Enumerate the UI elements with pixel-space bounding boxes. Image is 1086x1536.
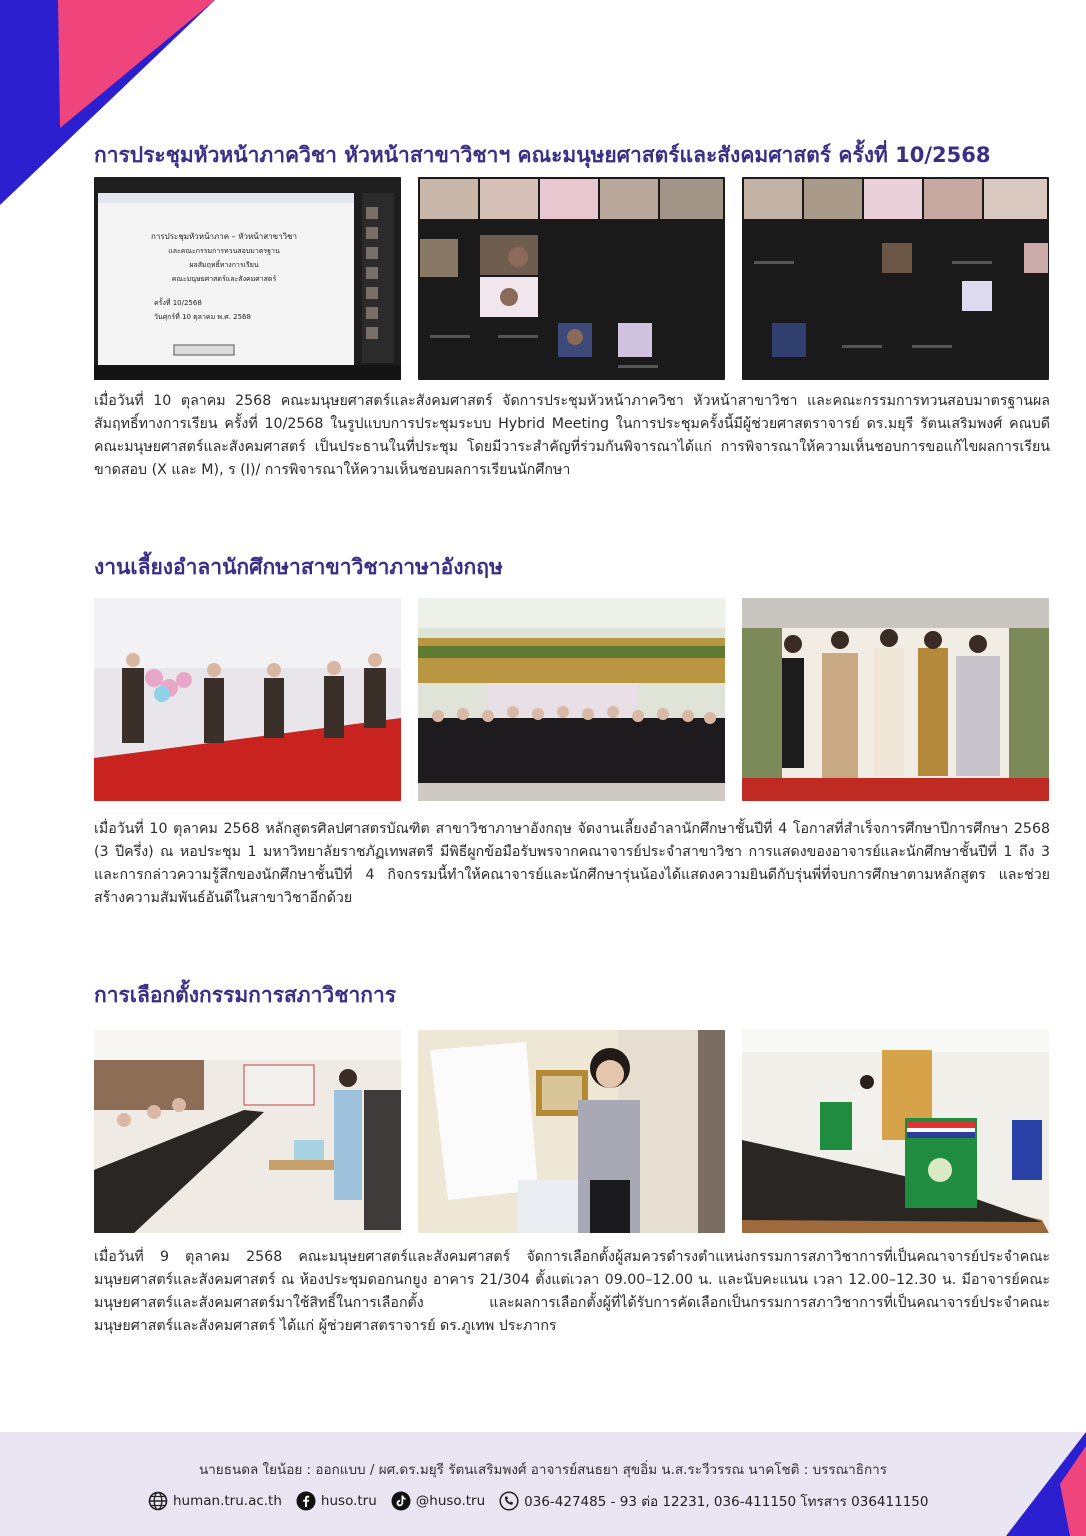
facebook-icon [296, 1491, 316, 1511]
footer [0, 1432, 1086, 1536]
corner-decoration-bottom-right [966, 1426, 1086, 1536]
zoom-gallery-photo [418, 177, 725, 380]
website-text: human.tru.ac.th [173, 1493, 282, 1509]
facebook-link[interactable] [296, 1491, 377, 1511]
voting-booth-photo [742, 1030, 1049, 1233]
tiktok-icon [391, 1491, 411, 1511]
section-farewell-party [94, 552, 1050, 906]
section-title: การประชุมหัวหน้าภาควิชา หัวหน้าสาขาวิชาฯ คณะมนุษยศาสตร์และสังคมศาสตร์ ครั้งที่ 10/2568 [94, 143, 991, 167]
section-body-text: เมื่อวันที่ 10 ตุลาคม 2568 คณะมนุษยศาสตร์และสังคมศาสตร์ จัดการประชุมหัวหน้าภาควิชา หัวหน้าสาขาวิชา และคณะกรรมการทวนสอบมาตรฐานผลสัมฤทธิ์ทางการเรียน ครั้งที่ 10/2568 ในรูปแบบการประชุมระบบ Hybrid Meeting ในการประชุมครั้งนี้มีผู้ช่วยศาสตราจารย์ ดร.มยุรี รัตนเสริมพงศ์ คณบดีคณะมนุษยศาสตร์และสังคมศาสตร์ เป็นประธานในที่ประชุม โดยมีวาระสำคัญที่ร่วมกันพิจารณาได้แก่ การพิจารณาให้ความเห็นชอบการขอแก้ไขผลการเรียน ขาดสอบ (X และ M), ร (I)/ การพิจารณาให้ความเห็นชอบผลการเรียนนักศึกษา [94, 393, 1050, 478]
slide-line-2: และคณะกรรมการทวนสอบมาตรฐาน [168, 247, 280, 255]
editorial-credit: นายธนดล ใยน้อย : ออกแบบ / ผศ.ดร.มยุรี รัตนเสริมพงศ์ อาจารย์สนธยา สุขอิ่ม น.ส.ระวีวรรณ นาคโชติ : บรรณาธิการ [199, 1462, 887, 1478]
contact-bar [148, 1490, 942, 1512]
globe-icon [148, 1491, 168, 1511]
photo-row [94, 598, 1049, 801]
ballot-casting-photo [418, 1030, 725, 1233]
photo-row [94, 1030, 1049, 1233]
website-link[interactable] [148, 1491, 282, 1511]
section-body-text: เมื่อวันที่ 9 ตุลาคม 2568 คณะมนุษยศาสตร์และสังคมศาสตร์ จัดการเลือกตั้งผู้สมควรดำรงตำแหน่งกรรมการสภาวิชาการที่เป็นคณาจารย์ประจำคณะมนุษยศาสตร์และสังคมศาสตร์ ณ ห้องประชุมดอกนกยูง อาคาร 21/304 ตั้งแต่เวลา 09.00–12.00 น. และนับคะแนน เวลา 12.00–12.30 น. มีอาจารย์คณะมนุษยศาสตร์และสังคมศาสตร์มาใช้สิทธิ์ในการเลือกตั้ง และผลการเลือกตั้งผู้ที่ได้รับการคัดเลือกเป็นกรรมการสภาวิชาการที่เป็นคณาจารย์ประจำคณะมนุษยศาสตร์และสังคมศาสตร์ ได้แก่ ผู้ช่วยศาสตราจารย์ ดร.ภูเทพ ประภากร [94, 1249, 1050, 1334]
election-room-photo [94, 1030, 401, 1233]
farewell-runway-photo [742, 598, 1049, 801]
farewell-group-photo [418, 598, 725, 801]
zoom-gallery-photo-2 [742, 177, 1049, 380]
slide-line-3: ผลสัมฤทธิ์ทางการเรียน [189, 261, 259, 269]
phone-icon [499, 1491, 519, 1511]
slide-line-5: ครั้งที่ 10/2568 [154, 299, 202, 307]
slide-line-4: คณะมนุษยศาสตร์และสังคมศาสตร์ [171, 275, 277, 283]
facebook-text: huso.tru [320, 1493, 377, 1509]
section-title: การเลือกตั้งกรรมการสภาวิชาการ [94, 983, 397, 1007]
meeting-slide-photo [94, 177, 401, 380]
phone-contact[interactable] [499, 1490, 928, 1512]
section-academic-council-election [94, 980, 1050, 1334]
section-body-text: เมื่อวันที่ 10 ตุลาคม 2568 หลักสูตรศิลปศาสตรบัณฑิต สาขาวิชาภาษาอังกฤษ จัดงานเลี้ยงอำลานักศึกษาชั้นปีที่ 4 โอกาสที่สำเร็จการศึกษาปีการศึกษา 2568 (3 ปีครึ่ง) ณ หอประชุม 1 มหาวิทยาลัยราชภัฏเทพสตรี มีพิธีผูกข้อมือรับพรจากคณาจารย์ประจำสาขาวิชา การแสดงของอาจารย์และนักศึกษาชั้นปีที่ 1 ถึง 3 และการกล่าวความรู้สึกของนักศึกษาชั้นปีที่ 4 กิจกรรมนี้ทำให้คณาจารย์และนักศึกษารุ่นน้องได้แสดงความยินดีกับรุ่นพี่ที่จบการศึกษาตามหลักสูตร และช่วยสร้างความสัมพันธ์อันดีในสาขาวิชาอีกด้วย [94, 821, 1050, 906]
section-title: งานเลี้ยงอำลานักศึกษาสาขาวิชาภาษาอังกฤษ [94, 555, 503, 579]
photo-row [94, 177, 1049, 380]
phone-text: 036-427485 - 93 ต่อ 12231, 036-411150 โทรสาร 036411150 [524, 1494, 929, 1510]
slide-line-1: การประชุมหัวหน้าภาค – หัวหน้าสาขาวิชา [151, 232, 297, 241]
section-department-meeting [94, 140, 1050, 478]
tiktok-text: @huso.tru [415, 1493, 486, 1509]
tiktok-link[interactable] [391, 1491, 485, 1511]
farewell-seated-photo [94, 598, 401, 801]
slide-line-6: วันศุกร์ที่ 10 ตุลาคม พ.ศ. 2568 [154, 313, 251, 321]
